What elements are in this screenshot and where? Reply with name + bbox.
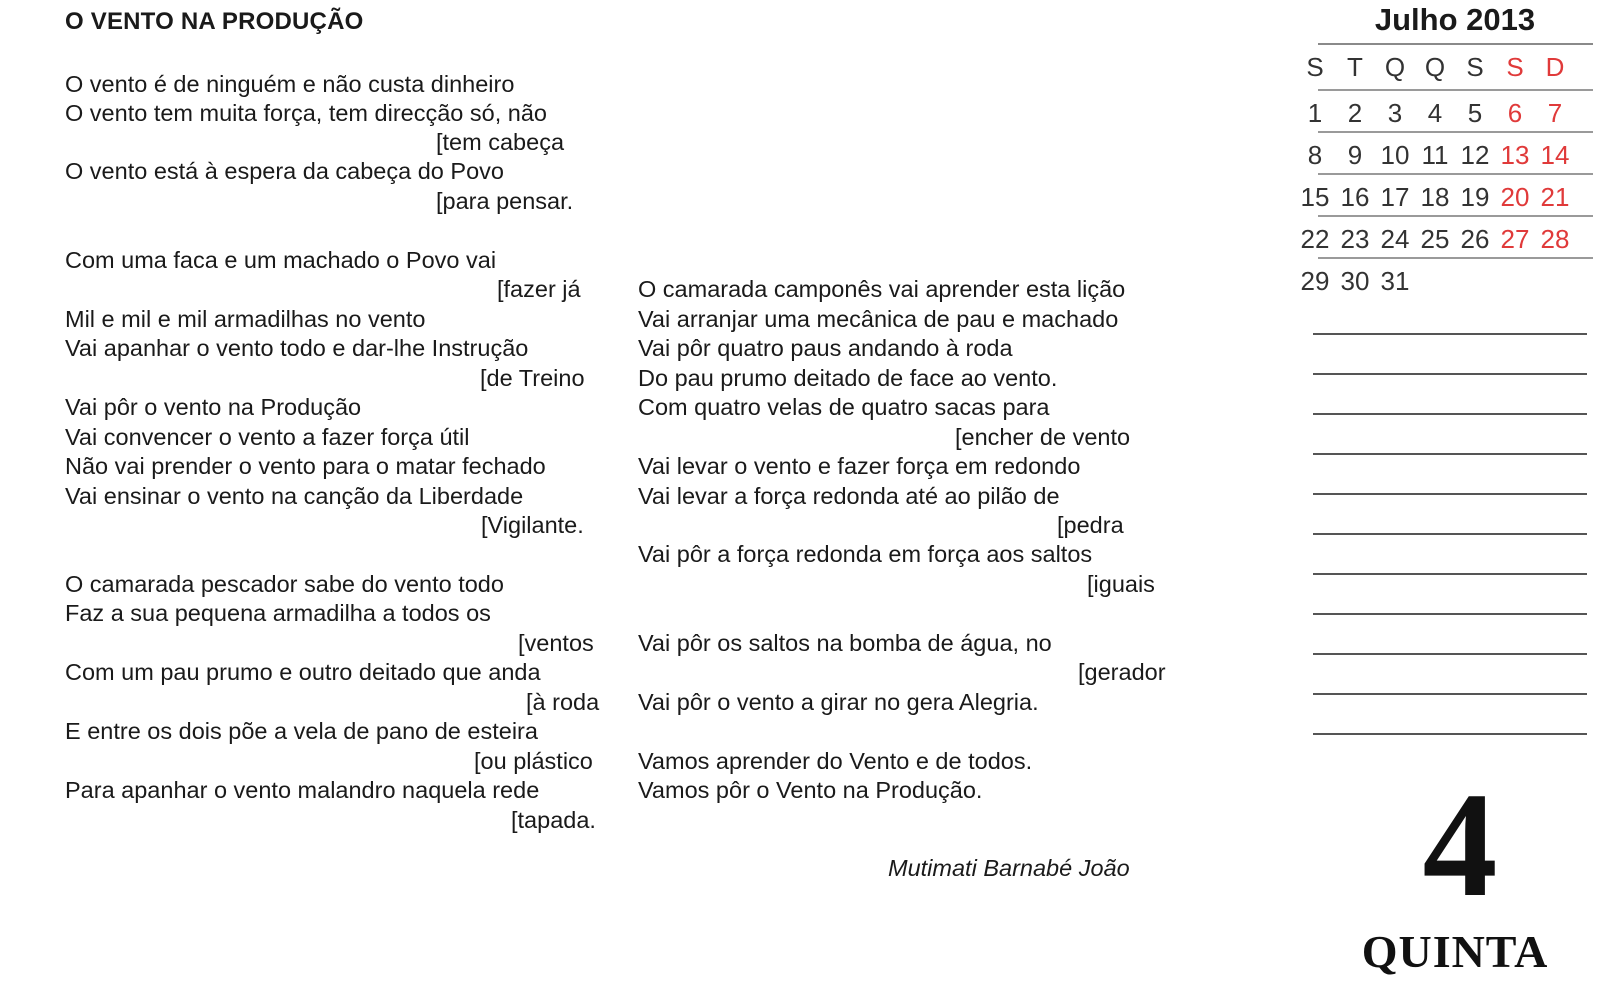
calendar-day: 19 (1460, 182, 1490, 212)
calendar-day: 24 (1380, 224, 1410, 254)
calendar-day: 20 (1500, 182, 1530, 212)
poem-line: O vento está à espera da cabeça do Povo (65, 158, 504, 184)
note-line (1313, 573, 1587, 575)
calendar-day: 7 (1547, 98, 1563, 128)
poem-line: Vai levar a força redonda até ao pilão de (638, 483, 1060, 509)
calendar-day: 11 (1421, 140, 1449, 170)
calendar-day: 23 (1340, 224, 1370, 254)
weekday-label: S (1306, 52, 1324, 82)
poem-line: Vamos aprender do Vento e de todos. (638, 748, 1033, 774)
calendar-day: 10 (1380, 140, 1410, 170)
note-line (1313, 653, 1587, 655)
calendar-day: 6 (1507, 98, 1523, 128)
poem-line: [de Treino (480, 365, 585, 391)
poem-line: [para pensar. (436, 188, 574, 214)
weekday-label: S (1506, 52, 1524, 82)
calendar-row-divider (1318, 173, 1593, 175)
calendar-divider (1318, 43, 1593, 45)
note-line (1313, 333, 1587, 335)
calendar-row-divider (1318, 215, 1593, 217)
poem-line: Vai pôr os saltos na bomba de água, no (638, 630, 1052, 656)
calendar-row-divider (1318, 89, 1593, 91)
poem-line: Com um pau prumo e outro deitado que anda (65, 659, 541, 685)
calendar-day: 26 (1460, 224, 1490, 254)
poem-line: [gerador (1078, 659, 1166, 685)
poem-line: Vai convencer o vento a fazer força útil (65, 424, 470, 450)
note-line (1313, 373, 1587, 375)
poem-line: [pedra (1057, 512, 1124, 538)
note-line (1313, 733, 1587, 735)
poem-line: Vai arranjar uma mecânica de pau e machado (638, 306, 1119, 332)
poem-line: O vento tem muita força, tem direcção só, não (65, 100, 547, 126)
calendar-day: 2 (1347, 98, 1363, 128)
calendar-day: 17 (1380, 182, 1410, 212)
poem-line: Vai pôr o vento a girar no gera Alegria. (638, 689, 1039, 715)
poem-line: Não vai prender o vento para o matar fechado (65, 453, 546, 479)
calendar-day: 8 (1307, 140, 1323, 170)
poem-title: O VENTO NA PRODUÇÃO (65, 8, 364, 35)
poem-line: [Vigilante. (481, 512, 584, 538)
calendar-day: 16 (1340, 182, 1370, 212)
calendar-row-divider (1318, 257, 1593, 259)
poem-line: Vai pôr quatro paus andando à roda (638, 335, 1013, 361)
poem-line: Vai pôr a força redonda em força aos saltos (638, 541, 1093, 567)
calendar-title: Julho 2013 (1374, 2, 1536, 37)
calendar-day: 25 (1420, 224, 1450, 254)
note-line (1313, 613, 1587, 615)
weekday-label: Q (1424, 52, 1446, 82)
poem-line: [fazer já (497, 276, 581, 302)
calendar-day: 15 (1300, 182, 1330, 212)
poem-line: Com quatro velas de quatro sacas para (638, 394, 1050, 420)
calendar-day: 5 (1467, 98, 1483, 128)
note-line (1313, 413, 1587, 415)
poem-line: Vai pôr o vento na Produção (65, 394, 362, 420)
calendar-day: 3 (1387, 98, 1403, 128)
poem-line: Para apanhar o vento malandro naquela rede (65, 777, 540, 803)
weekday-label: Q (1384, 52, 1406, 82)
note-line (1313, 693, 1587, 695)
calendar-day: 31 (1380, 266, 1410, 296)
calendar-day: 27 (1500, 224, 1530, 254)
calendar-day: 18 (1420, 182, 1450, 212)
weekday-label: S (1466, 52, 1484, 82)
weekday-label: T (1347, 52, 1363, 82)
weekday-label: D (1545, 52, 1565, 82)
poem-line: O vento é de ninguém e não custa dinheiro (65, 71, 515, 97)
day-number: 4 (1422, 762, 1498, 928)
day-name: QUINTA (1361, 926, 1549, 977)
poem-line: [iguais (1087, 571, 1155, 597)
poem-line: E entre os dois põe a vela de pano de esteira (65, 718, 538, 744)
poem-line: O camarada pescador sabe do vento todo (65, 571, 504, 597)
calendar-day: 12 (1460, 140, 1490, 170)
calendar-row-divider (1318, 131, 1593, 133)
poem-line: [tem cabeça (436, 129, 565, 155)
poem-line: [tapada. (511, 807, 596, 833)
note-line (1313, 493, 1587, 495)
calendar-day: 1 (1307, 98, 1323, 128)
calendar-day: 14 (1540, 140, 1570, 170)
poem-line: Vai apanhar o vento todo e dar-lhe Instrução (65, 335, 529, 361)
calendar-day: 9 (1347, 140, 1363, 170)
poem-line: [encher de vento (955, 424, 1131, 450)
calendar-day: 28 (1540, 224, 1570, 254)
poem-line: Vamos pôr o Vento na Produção. (638, 777, 983, 803)
poem-line: Mil e mil e mil armadilhas no vento (65, 306, 426, 332)
note-line (1313, 533, 1587, 535)
poem-line: [ou plástico (474, 748, 593, 774)
poem-line: Do pau prumo deitado de face ao vento. (638, 365, 1058, 391)
poem-line: Faz a sua pequena armadilha a todos os (65, 600, 491, 626)
poem-line: [ventos (518, 630, 594, 656)
poem-author: Mutimati Barnabé João (888, 855, 1130, 881)
calendar-day: 4 (1427, 98, 1443, 128)
calendar-day: 13 (1500, 140, 1530, 170)
calendar-day: 22 (1300, 224, 1330, 254)
calendar-day: 21 (1540, 182, 1570, 212)
note-line (1313, 453, 1587, 455)
poem-line: [à roda (526, 689, 600, 715)
calendar-day: 29 (1300, 266, 1330, 296)
poem-line: Com uma faca e um machado o Povo vai (65, 247, 497, 273)
calendar-day: 30 (1340, 266, 1370, 296)
poem-line: O camarada camponês vai aprender esta lição (638, 276, 1126, 302)
poem-line: Vai levar o vento e fazer força em redondo (638, 453, 1081, 479)
poem-line: Vai ensinar o vento na canção da Liberdade (65, 483, 524, 509)
